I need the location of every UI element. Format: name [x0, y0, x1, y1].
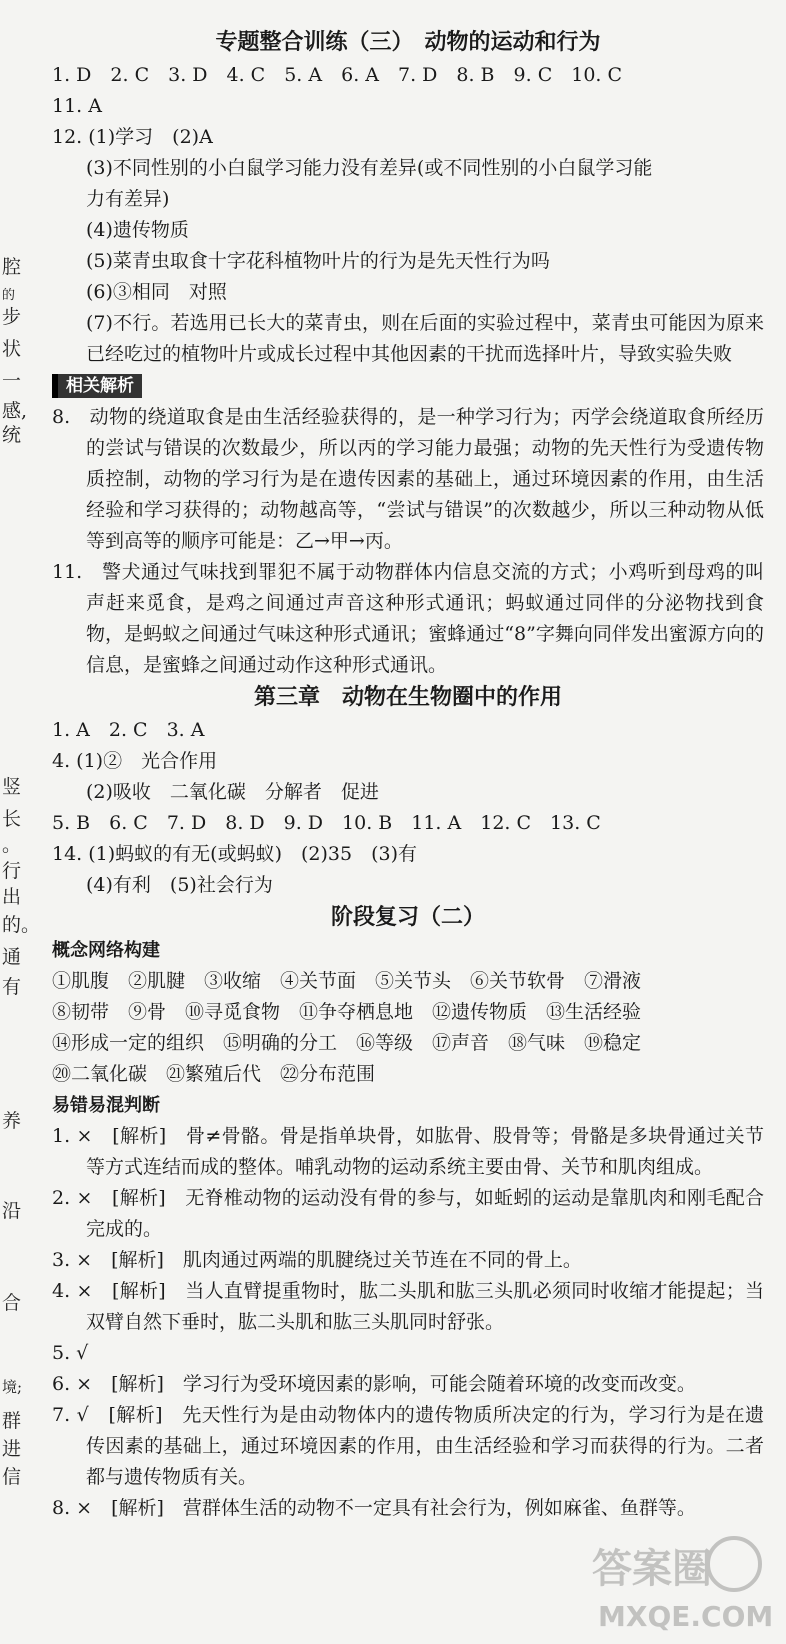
- answer-line: 12. (1)学习 (2)A: [52, 126, 213, 148]
- answer-line: (2)吸收 二氧化碳 分解者 促进: [86, 781, 379, 803]
- margin-char: 进: [2, 1438, 22, 1460]
- answer-content: [52, 26, 764, 1524]
- judge-item: 4. × [解析] 当人直臂提重物时，肱二头肌和肱三头肌必须同时收缩才能提起；当双臂自然下垂时，肱二头肌和肱三头肌同时舒张。: [52, 1280, 764, 1333]
- watermark-text: 答案圈: [592, 1546, 712, 1592]
- concept-line: ①肌腹 ②肌腱 ③收缩 ④关节面 ⑤关节头 ⑥关节软骨 ⑦滑液: [52, 970, 642, 992]
- answer-line: (5)菜青虫取食十字花科植物叶片的行为是先天性行为吗: [86, 250, 550, 272]
- margin-char: 群: [2, 1410, 22, 1432]
- margin-char: 。: [2, 834, 22, 856]
- margin-char: 合: [2, 1292, 22, 1314]
- margin-char: 境;: [2, 1378, 23, 1396]
- margin-char: 沿: [2, 1200, 22, 1222]
- answer-line: 1. A 2. C 3. A: [52, 719, 205, 741]
- margin-char: 有: [2, 976, 22, 998]
- answer-line: 5. B 6. C 7. D 8. D 9. D 10. B 11. A 12. C 13. C: [52, 812, 601, 834]
- margin-char: 行: [2, 860, 22, 882]
- concept-line: ⑳二氧化碳 ㉑繁殖后代 ㉒分布范围: [52, 1063, 376, 1085]
- judge-item: 6. × [解析] 学习行为受环境因素的影响，可能会随着环境的改变而改变。: [52, 1373, 696, 1395]
- answer-line: 1. D 2. C 3. D 4. C 5. A 6. A 7. D 8. B 9. C 10. C: [52, 64, 623, 86]
- section-title: 专题整合训练（三） 动物的运动和行为: [215, 30, 601, 55]
- margin-char: 养: [2, 1110, 22, 1132]
- watermark-url: MXQE.COM: [598, 1600, 774, 1633]
- margin-char: 竖: [2, 776, 22, 798]
- judge-item: 8. × [解析] 营群体生活的动物不一定具有社会行为，例如麻雀、鱼群等。: [52, 1497, 696, 1519]
- answer-line: (4)遗传物质: [86, 219, 189, 241]
- answer-line: 11. A: [52, 95, 102, 117]
- margin-char: 步: [2, 306, 22, 328]
- analysis-paragraph: 8. 动物的绕道取食是由生活经验获得的，是一种学习行为；丙学会绕道取食所经历的尝试与错误的次数最少，所以丙的学习能力最强；动物的先天性行为受遗传物质控制，动物的学习行为是在遗传因素的基础上，通过环境因素的作用，由生活经验和学习获得的；动物越高等，“尝试与错误”的次数越少，所以三种动物从低等到高等的顺序可能是：乙→甲→丙。: [52, 406, 764, 552]
- subheading: 易错易混判断: [52, 1095, 160, 1116]
- answer-line: (4)有利 (5)社会行为: [86, 874, 273, 896]
- judge-item: 1. × [解析] 骨≠骨骼。骨是指单块骨，如肱骨、股骨等；骨骼是多块骨通过关节等方式连结而成的整体。哺乳动物的运动系统主要由骨、关节和肌肉组成。: [52, 1125, 764, 1178]
- margin-char: 感,: [2, 400, 28, 422]
- analysis-tag: 相关解析: [52, 374, 142, 398]
- answer-line: 14. (1)蚂蚁的有无(或蚂蚁) (2)35 (3)有: [52, 843, 417, 865]
- answer-line: 力有差异): [86, 188, 170, 210]
- analysis-paragraph: 11. 警犬通过气味找到罪犯不属于动物群体内信息交流的方式；小鸡听到母鸡的叫声赶来觅食，是鸡之间通过声音这种形式通讯；蚂蚁通过同伴的分泌物找到食物，是蚂蚁之间通过气味这种形式通讯；蜜蜂通过“8”字舞向同伴发出蜜源方向的信息，是蜜蜂之间通过动作这种形式通讯。: [52, 561, 764, 676]
- margin-char: 腔: [2, 256, 22, 278]
- margin-char: 信: [2, 1466, 22, 1488]
- watermark-circle: [708, 1538, 760, 1590]
- left-margin-fragments: [0, 0, 40, 1644]
- section-title: 第三章 动物在生物圈中的作用: [253, 685, 562, 710]
- answer-line: (3)不同性别的小白鼠学习能力没有差异(或不同性别的小白鼠学习能: [86, 157, 653, 179]
- margin-char: 的: [2, 288, 16, 303]
- margin-char: 出: [2, 886, 22, 908]
- margin-char: 状: [2, 338, 22, 360]
- answer-paragraph: (7)不行。若选用已长大的菜青虫，则在后面的实验过程中，菜青虫可能因为原来已经吃过的植物叶片或成长过程中其他因素的干扰而选择叶片，导致实验失败: [86, 312, 764, 365]
- judge-item: 3. × [解析] 肌肉通过两端的肌腱绕过关节连在不同的骨上。: [52, 1249, 582, 1271]
- subheading: 概念网络构建: [52, 940, 160, 961]
- concept-line: ⑧韧带 ⑨骨 ⑩寻觅食物 ⑪争夺栖息地 ⑫遗传物质 ⑬生活经验: [52, 1001, 642, 1023]
- margin-char: 一: [2, 370, 22, 392]
- section-title: 阶段复习（二）: [330, 905, 485, 930]
- concept-line: ⑭形成一定的组织 ⑮明确的分工 ⑯等级 ⑰声音 ⑱气味 ⑲稳定: [52, 1032, 642, 1054]
- judge-item: 5. √: [52, 1342, 89, 1364]
- margin-char: 统: [2, 424, 22, 446]
- answer-line: (6)③相同 对照: [86, 281, 227, 303]
- watermark-logo: [584, 1526, 774, 1636]
- judge-item: 2. × [解析] 无脊椎动物的运动没有骨的参与，如蚯蚓的运动是靠肌肉和刚毛配合完成的。: [52, 1187, 764, 1240]
- margin-char: 通: [2, 946, 22, 968]
- answer-line: 4. (1)② 光合作用: [52, 750, 218, 772]
- margin-char: 长: [2, 808, 22, 830]
- margin-char: 的。: [2, 914, 41, 936]
- judge-item: 7. √ [解析] 先天性行为是由动物体内的遗传物质所决定的行为，学习行为是在遗传因素的基础上，通过环境因素的作用，由生活经验和学习而获得的行为。二者都与遗传物质有关。: [52, 1404, 764, 1488]
